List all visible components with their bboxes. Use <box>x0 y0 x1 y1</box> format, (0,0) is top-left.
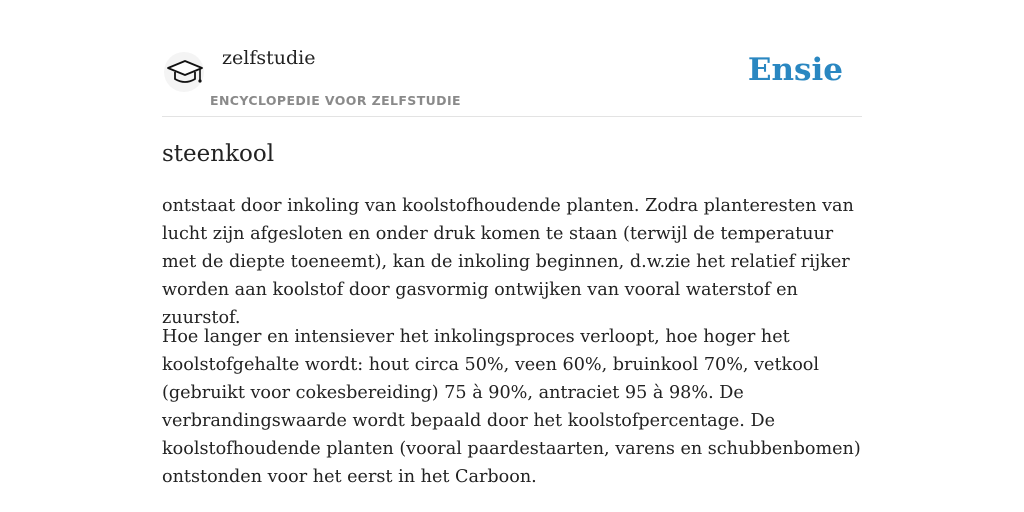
article-title: steenkool <box>162 141 275 167</box>
graduation-cap-icon[interactable] <box>162 50 206 92</box>
site-header <box>162 0 862 117</box>
page-container <box>162 0 862 487</box>
site-tagline: ENCYCLOPEDIE VOOR ZELFSTUDIE <box>210 93 461 108</box>
article-paragraph: ontstaat door inkoling van koolstofhoudende planten. Zodra planteresten van lucht zijn afgesloten en onder druk komen te staan (terwijl de temperatuur met de diepte toeneemt), kan de inkoling beginnen, d.w.zie het relatief rijker worden aan koolstof door gasvormig ontwijken van vooral waterstof en zuurstof. <box>162 196 854 328</box>
article-paragraph: Hoe langer en intensiever het inkolingsproces verloopt, hoe hoger het koolstofgehalte wordt: hout circa 50%, veen 60%, bruinkool 70%, vetkool (gebruikt voor cokesbereiding) 75 à 90%, antraciet 95 à 98%. De verbrandingswaarde wordt bepaald door het koolstofpercentage. De koolstofhoudende planten (vooral paardestaarten, varens en schubbenbomen) ontstonden voor het eerst in het Carboon. <box>162 327 861 487</box>
site-name[interactable]: zelfstudie <box>222 47 316 69</box>
brand-logo[interactable]: Ensie <box>747 52 843 88</box>
